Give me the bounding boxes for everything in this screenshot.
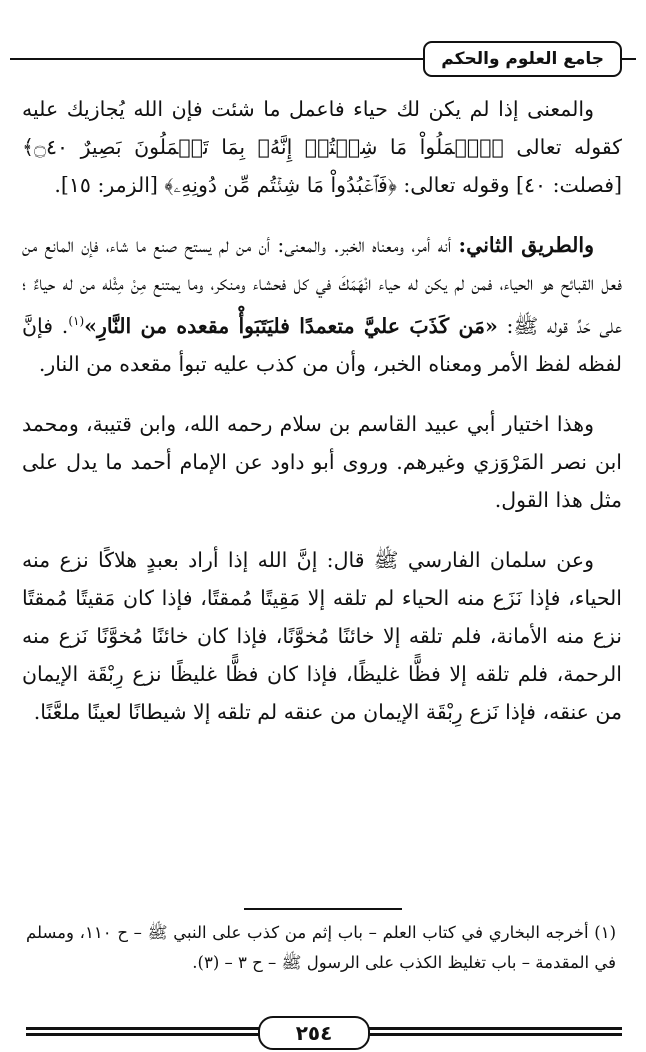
- paragraph-4: [22, 541, 622, 731]
- footnote-separator: [244, 908, 402, 910]
- paragraph-lead: والطريق الثاني:: [458, 233, 594, 257]
- footnote-1: (١) أخرجه البخاري في كتاب العلم – باب إثم من كذب على النبي ﷺ – ح ١١٠، ومسلم في المقدمة – باب تغليظ الكذب على الرسول ﷺ – ح ٣ – (٣).: [26, 923, 617, 972]
- paragraph-text: وعن سلمان الفارسي ﷺ قال: إنَّ الله إذا أراد بعبدٍ هلاكًا نزع منه الحياء، فإذا نَزَع منه الحياء لم تلقه إلا مَقِيتًا مُمقتًا، فإذا كان مَقيتًا مُمقتًا نزع منه الأمانة، فلم تلقه إلا خائنًا مُخوَّنًا، فإذا كان خائنًا مُخوَّنًا نَزع منه الرحمة، فلم تلقه إلا فظًّا غليظًا، فإذا كان فظًّا غليظًا نزع رِبْقَة الإيمان من عنقه، فإذا نَزع رِبْقَة الإيمان من عنقه لم تلقه إلا شيطانًا لعينًا ملعَّنًا.: [22, 547, 622, 724]
- page-footer: [26, 1014, 622, 1048]
- hadith-quote: «مَن كَذَبَ عليَّ متعمدًا فليَتَبَوأْ مقعده من النَّارِ»: [84, 313, 498, 338]
- paragraph-text: وهذا اختيار أبي عبيد القاسم بن سلام رحمه الله، وابن قتيبة، ومحمد ابن نصر المَرْوَزي وغيرهم. وروى أبو داود عن الإمام أحمد ما يدل على مثل هذا القول.: [22, 411, 622, 512]
- page-body: [22, 90, 622, 753]
- paragraph-1: [22, 90, 622, 204]
- paragraph-2: [22, 226, 622, 383]
- paragraph-3: [22, 405, 622, 519]
- book-title: جامع العلوم والحكم: [423, 41, 622, 77]
- paragraph-text: أنه أمر، ومعناه الخبر. والمعنى: أن من لم يستح صنع ما شاء، فإن المانع من فعل القبائح هو الحياء، فمن لم يكن له حياء انْهَمَكَ في كل فحشاء ومنكر، وما يمتنع مِنْ مِثْله من له حياءٌ ؛ على حَدِّ قوله ﷺ:: [22, 233, 622, 338]
- paragraph-text: والمعنى إذا لم يكن لك حياء فاعمل ما شئت فإن الله يُجازيك عليه كقوله تعالى ﴿ٱعۡمَلُواْ مَا شِئۡتُمۡ إِنَّهُۥ بِمَا تَعۡمَلُونَ بَصِيرٌ ۝٤٠﴾ [فصلت: ٤٠] وقوله تعالى: ﴿فَٱعۡبُدُواْ مَا شِئۡتُم مِّن دُونِهِۦ﴾ [الزمر: ١٥].: [22, 97, 622, 197]
- running-header: [10, 36, 636, 80]
- footnote-ref[interactable]: (١): [68, 314, 85, 328]
- page-number: ٢٥٤: [258, 1016, 370, 1050]
- paragraph-text-continued: . فإنَّ لفظه لفظ الأمر ومعناه الخبر، وأن من كذب عليه تبوأ مقعده من النار.: [22, 313, 622, 376]
